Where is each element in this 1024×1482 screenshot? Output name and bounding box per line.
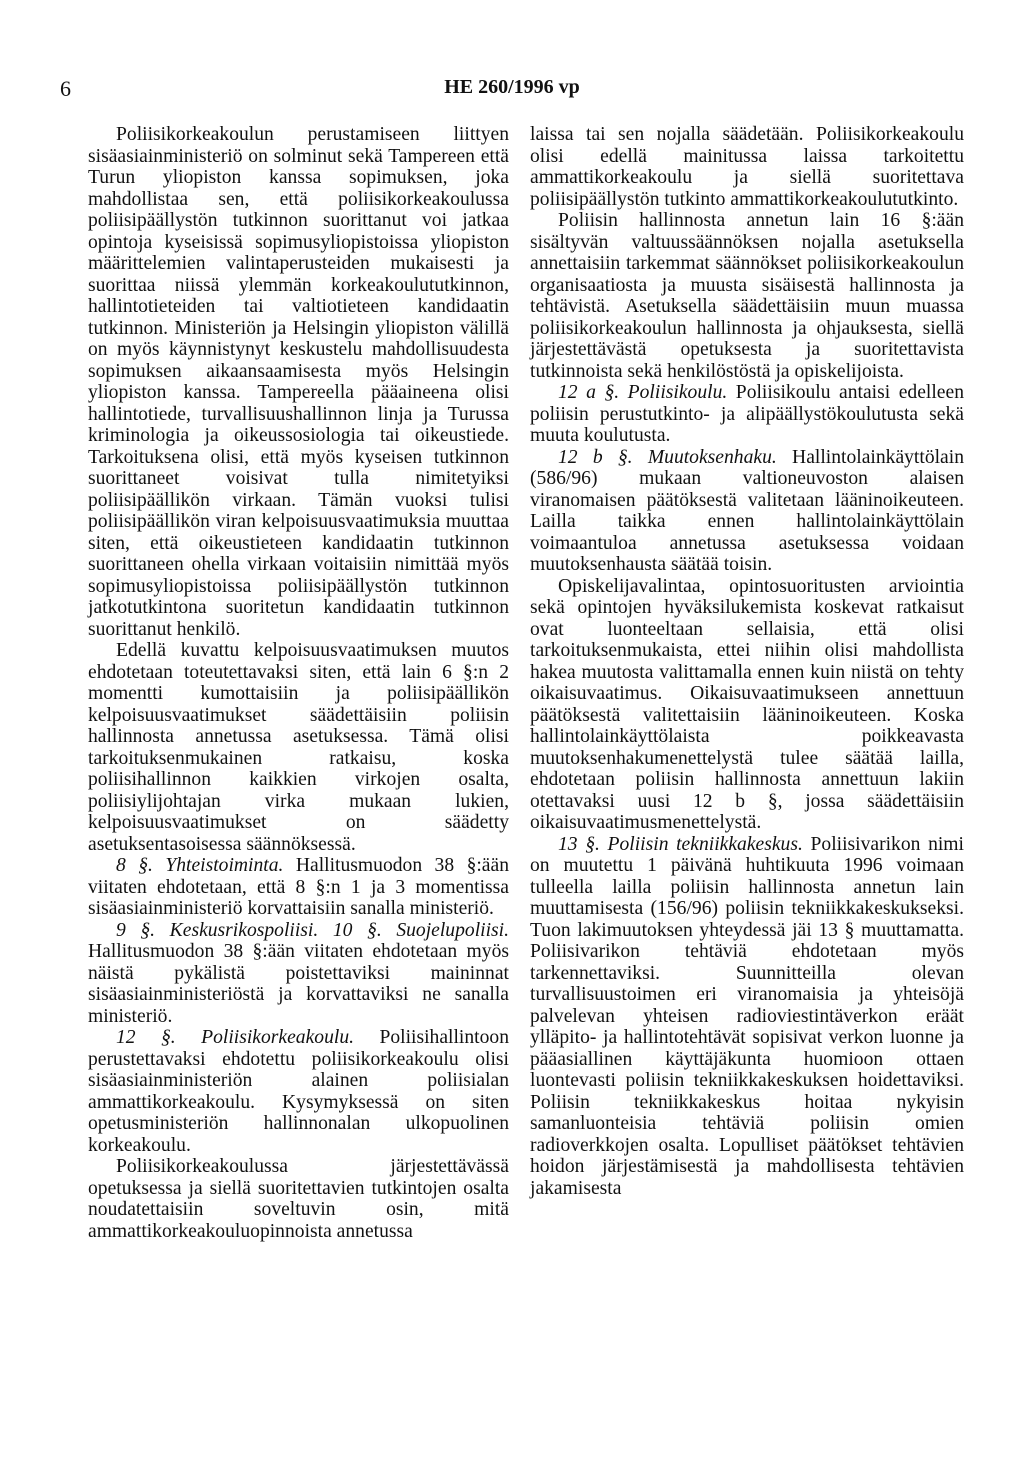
section-text: Poliisivarikon nimi on muutettu 1 päivänä huhtikuuta 1996 voimaan tulleella lailla poliisin hallinnosta annetun lain muuttamisesta (156/96) poliisin tekniikkakeskukseksi. Tuon lakimuutoksen yhteydessä jäi 13 § muuttamatta. Poliisivarikon tehtäviä ehdotetaan myös tarkennettaviksi. Suunnitteilla olevan turvallisuustoimen eri viranomaisia ja yhteisöjä palvelevan yhteisen radioviestintäverkon eräät ylläpito- ja hallintotehtävät sopisivat verkon luonne ja pääasiallinen käyttäjäkunta huomioon ottaen luontevasti poliisin tekniikkakeskuksen hoidettaviksi. Poliisin tekniikkakeskus hoitaa nykyisin samanluonteisia tehtäviä poliisin omien radioverkkojen osalta. Lopulliset päätökset tehtävien hoidon järjestämisestä ja mahdollisesta tehtävien jakamisesta [530,833,964,1199]
paragraph [88,1027,509,1156]
section-text: Hallitusmuodon 38 §:ään viitaten ehdotetaan myös näistä pykälistä poistettaviksi maininnat sisäasiainministeriöstä ja korvattaviksi ne sanalla ministeriö. [88,941,509,1027]
section-heading: 12 §. Poliisikorkeakoulu. [116,1027,355,1048]
paragraph: laissa tai sen nojalla säädetään. Poliisikorkeakoulu olisi edellä mainitussa laissa tarkoitettu ammattikorkeakoulu ja siellä suoritettava poliisipäällystön tutkinto ammattikorkeakoulututkinto. [530,124,964,210]
paragraph: Poliisikorkeakoulussa järjestettävässä opetuksessa ja siellä suoritettavien tutkintojen osalta noudatettaisiin soveltuvin osin, mitä ammattikorkeakouluopinnoista annetussa [88,1156,509,1242]
section-heading: 8 §. Yhteistoiminta. [116,855,284,876]
paragraph [88,920,509,1028]
running-title: HE 260/1996 vp [444,76,580,98]
paragraph: Poliisin hallinnosta annetun lain 16 §:ään sisältyvän valtuussäännöksen nojalla asetuksella annettaisiin tarkemmat säännökset poliisikorkeakoulun organisaatiosta ja muusta sisäisestä hallinnosta ja tehtävistä. Asetuksella säädettäisiin muun muassa poliisikorkeakoulun hallinnosta ja ohjauksesta, siellä järjestettävästä opetuksesta ja suoritettavista tutkinnoista sekä henkilöstöstä ja opiskelijoista. [530,210,964,382]
right-column [530,124,964,1199]
section-heading: 12 b §. Muutoksenhaku. [558,446,777,468]
paragraph [530,834,964,1200]
paragraph: Edellä kuvattu kelpoisuusvaatimuksen muutos ehdotetaan toteutettavaksi siten, että lain 6 §:n 2 momentti kumottaisiin ja poliisipäällikön kelpoisuusvaatimukset säädettäisiin poliisin hallinnosta annetussa asetuksessa. Tämä olisi tarkoituksenmukainen ratkaisu, koska poliisihallinnon kaikkien virkojen osalta, poliisiylijohtajan virka mukaan lukien, kelpoisuusvaatimukset on säädetty asetuksentasoisessa säännöksessä. [88,640,509,855]
section-heading: 13 §. Poliisin tekniikkakeskus. [558,833,803,855]
section-heading: 12 a §. Poliisikoulu. [558,382,728,403]
left-column [88,124,509,1242]
section-text: Poliisihallintoon perustettavaksi ehdotettu poliisikorkeakoulu olisi sisäasiainministeriön alainen poliisialan ammattikorkeakoulu. Kysymyksessä on siten opetusministeriön hallinnonalan ulkopuolinen korkeakoulu. [88,1027,509,1156]
paragraph [530,447,964,576]
paragraph: Opiskelijavalintaa, opintosuoritusten arviointia sekä opintojen hyväksilukemista koskevat ratkaisut ovat luonteeltaan sellaisia, että olisi tarkoituksenmukaista, ettei niihin olisi mahdollista hakea muutosta valittamalla ennen kuin niistä on tehty oikaisuvaatimus. Oikaisuvaatimukseen annettuun päätöksestä valitettaisiin lääninoikeuteen. Koska hallintolainkäyttölaista poikkeavasta muutoksenhakumenettelystä tulee säätää lailla, ehdotetaan poliisin hallinnosta annettuun lakiin otettavaksi uusi 12 b §, jossa säädettäisiin oikaisuvaatimusmenettelystä. [530,575,964,833]
paragraph: Poliisikorkeakoulun perustamiseen liittyen sisäasiainministeriö on solminut sekä Tampereen että Turun yliopiston kanssa sopimuksen, joka mahdollistaa sen, että poliisikorkeakoulussa poliisipäällystön tutkinnon suorittanut voi jatkaa opintoja kyseisissä sopimusyliopistoissa yliopiston määrittelemien valintaperusteiden mukaisesti ja suorittaa niissä ylemmän korkeakoulututkinnon, hallintotieteiden tai valtiotieteen kandidaatin tutkinnon. Ministeriön ja Helsingin yliopiston välillä on myös käynnistynyt keskustelu mahdollisuudesta sopimuksen aikaansaamisesta myös Helsingin yliopiston kanssa. Tampereella pääaineena olisi hallintotiede, turvallisuushallinnon linja ja Turussa kriminologia ja oikeussosiologia tai oikeustiede. Tarkoituksena olisi, että myös kyseisen tutkinnon suorittaneet voisivat tulla nimitetyiksi poliisipäällikön virkaan. Tämän vuoksi tulisi poliisipäällikön viran kelpoisuusvaatimuksia muuttaa siten, että oikeustieteen kandidaatin tutkinnon suorittaneen ohella virkaan voitaisiin nimittää myös sopimusyliopistoissa poliisipäällystön tutkinnon jatkotutkintona suoritetun kandidaatin tutkinnon suorittanut henkilö. [88,124,509,640]
section-heading: 9 §. Keskusrikospoliisi. 10 §. Suojelupoliisi. [116,919,509,941]
page-header [0,76,1024,106]
section-text: Hallintolainkäyttölain (586/96) mukaan valtioneuvoston alaisen viranomaisen päätöksestä valitetaan lääninoikeuteen. Lailla taikka ennen hallintolainkäyttölain voimaantuloa annetussa asetuksessa voidaan muutoksenhausta säätää toisin. [530,446,964,575]
page-number: 6 [60,76,71,101]
section-text: Hallitusmuodon 38 §:ään viitaten ehdotetaan, että 8 §:n 1 ja 3 momentissa sisäasiainministeriö korvattaisiin sanalla ministeriö. [88,855,509,919]
paragraph [88,855,509,920]
section-text: Poliisikoulu antaisi edelleen poliisin perustutkinto- ja alipäällystökoulutusta sekä muuta koulutusta. [530,382,964,446]
paragraph [530,382,964,447]
